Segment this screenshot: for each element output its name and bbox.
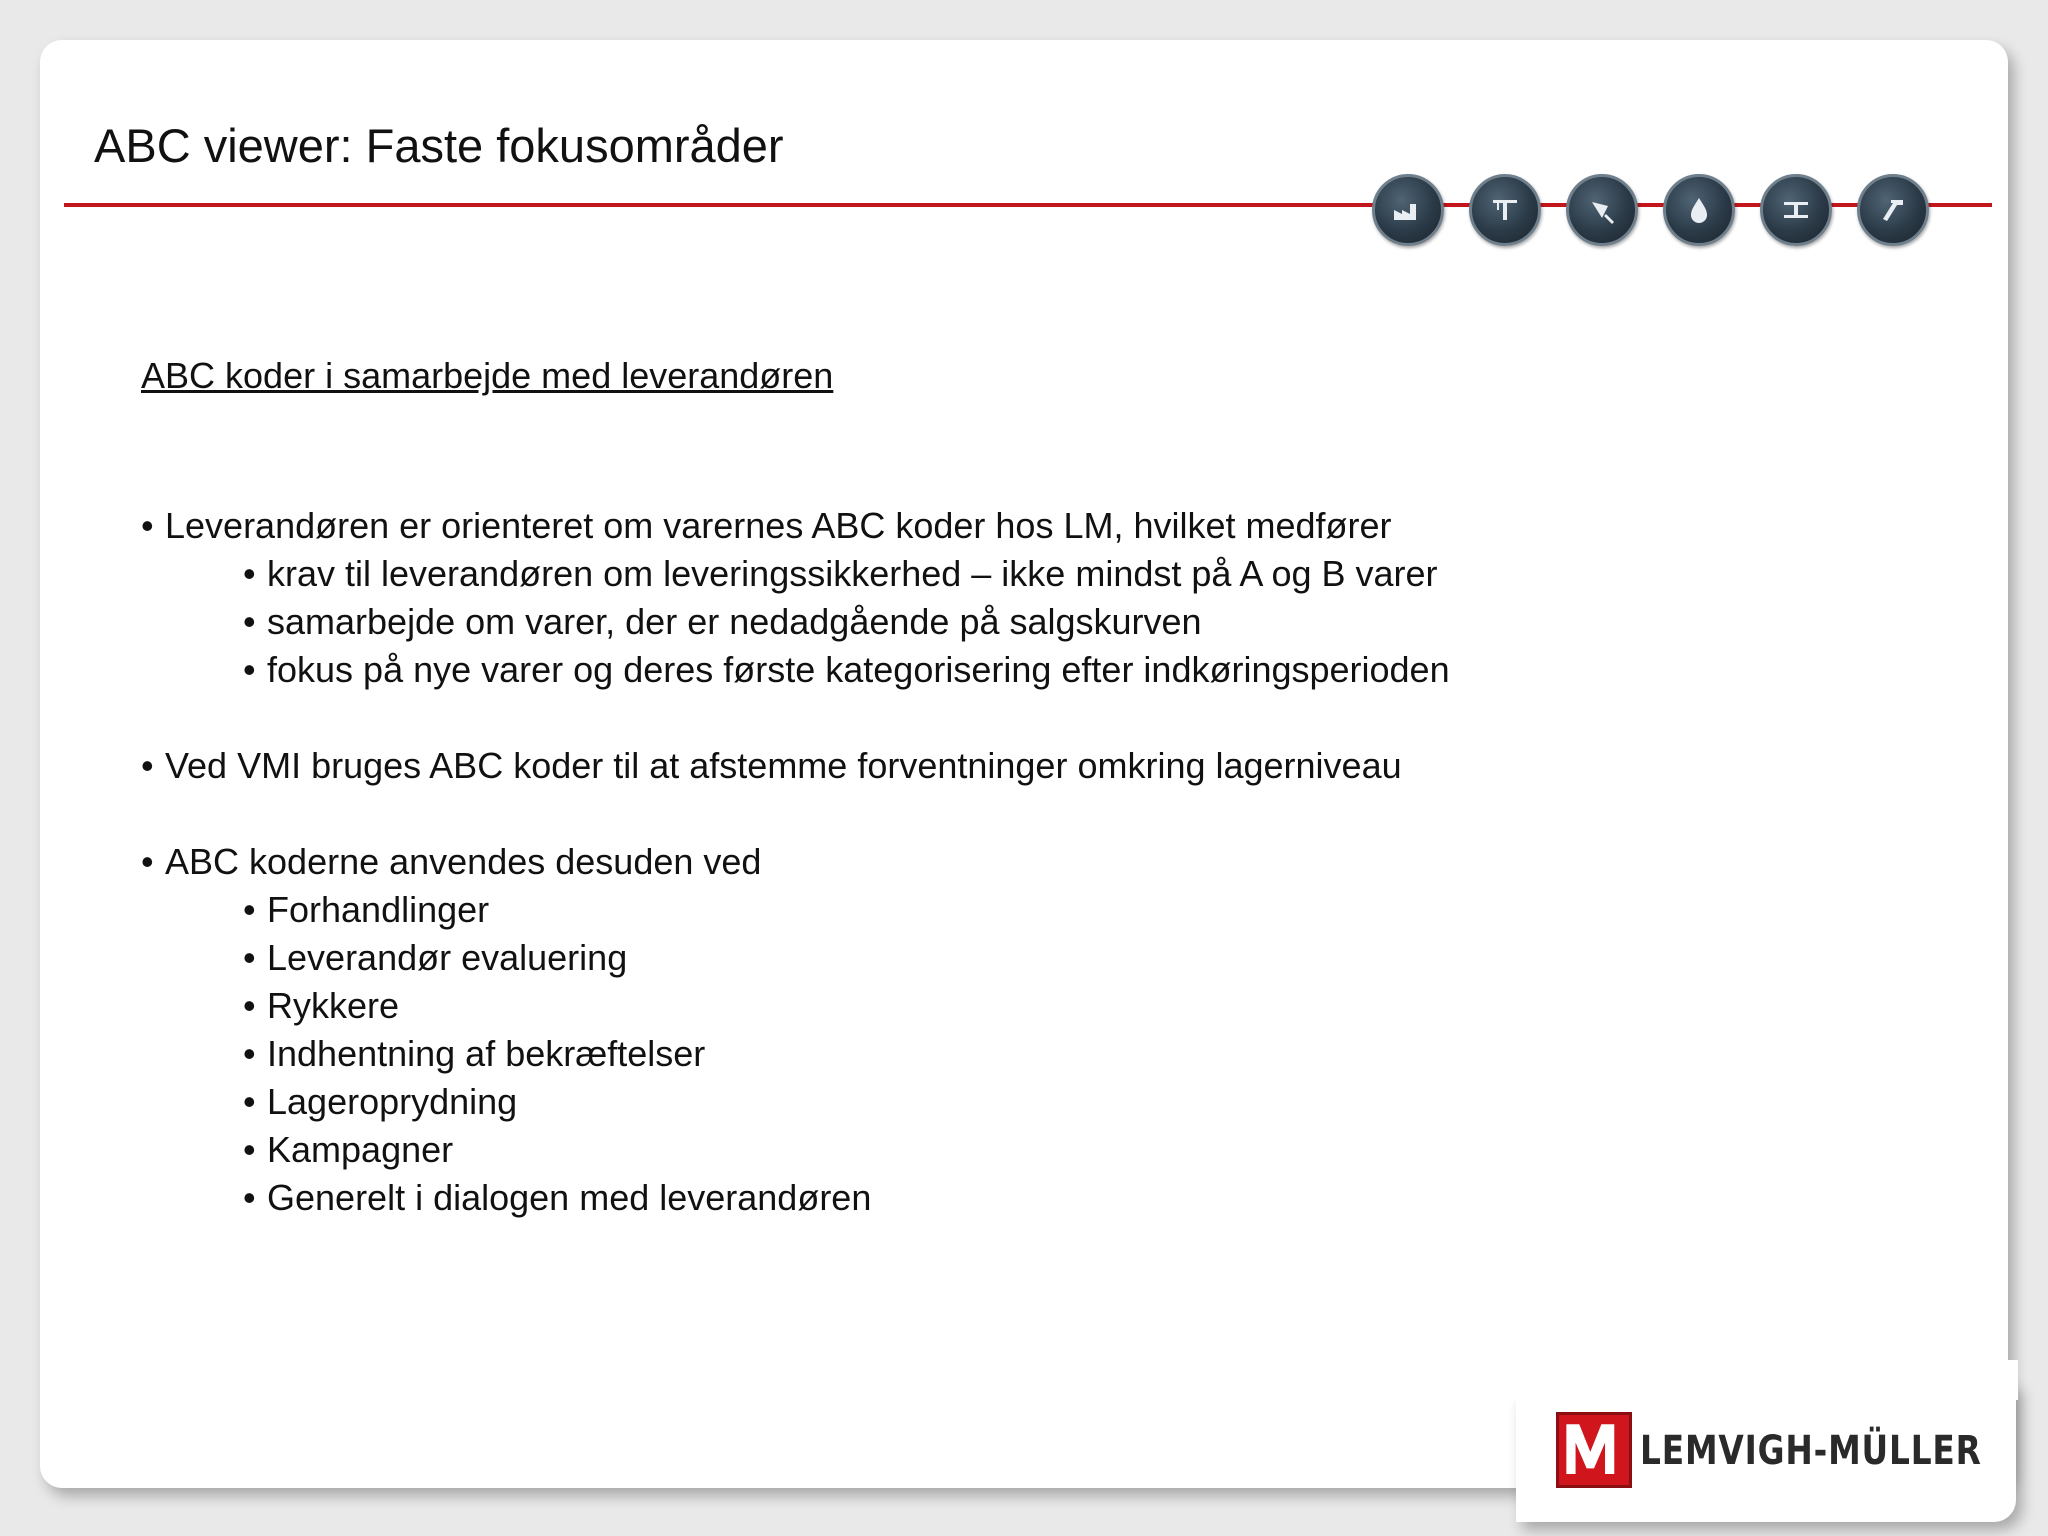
bullet-marker: • — [243, 985, 256, 1026]
slide-title: ABC viewer: Faste fokusområder — [94, 119, 784, 172]
sub-bullet-item: • Generelt i dialogen med leverandøren — [243, 1177, 872, 1218]
bullet-marker: • — [243, 937, 256, 978]
sub-bullet-item: • Rykkere — [243, 985, 400, 1026]
water-drop-icon — [1663, 174, 1735, 246]
bullet-marker: • — [243, 1081, 256, 1122]
bullet-marker: • — [243, 1033, 256, 1074]
header-icon-row — [1372, 170, 1932, 250]
bullet-item: • ABC koderne anvendes desuden ved — [141, 841, 762, 882]
bullet-marker: • — [141, 505, 154, 546]
bullet-item: • Leverandøren er orienteret om varernes ABC koder hos LM, hvilket medfører — [141, 505, 1392, 546]
sub-bullet-item: • samarbejde om varer, der er nedadgående på salgskurven — [243, 601, 1202, 642]
section-subheading: ABC koder i samarbejde med leverandøren — [141, 355, 834, 396]
bullet-item: • Ved VMI bruges ABC koder til at afstemme forventninger omkring lagerniveau — [141, 745, 1402, 786]
trowel-icon — [1566, 174, 1638, 246]
sub-bullet-item: • krav til leverandøren om leveringssikkerhed – ikke mindst på A og B varer — [243, 553, 1438, 594]
sub-bullet-item: • Lageroprydning — [243, 1081, 518, 1122]
sub-bullet-item: • Indhentning af bekræftelser — [243, 1033, 706, 1074]
steel-beam-icon — [1760, 174, 1832, 246]
sub-bullet-item: • Forhandlinger — [243, 889, 490, 930]
hammer-icon — [1857, 174, 1929, 246]
bullet-marker: • — [243, 1129, 256, 1170]
bullet-marker: • — [243, 1177, 256, 1218]
bullet-marker: • — [243, 553, 256, 594]
bullet-marker: • — [243, 601, 256, 642]
crane-icon — [1469, 174, 1541, 246]
logo-wordmark: LEMVIGH-MÜLLER — [1640, 1428, 1982, 1474]
sub-bullet-item: • Kampagner — [243, 1129, 454, 1170]
lm-logo-mark — [1556, 1412, 1632, 1488]
bullet-marker: • — [141, 841, 154, 882]
bullet-marker: • — [141, 745, 154, 786]
company-logo — [1556, 1412, 1986, 1492]
footer-tab-join — [1512, 1360, 2018, 1400]
factory-icon — [1372, 174, 1444, 246]
bullet-marker: • — [243, 889, 256, 930]
sub-bullet-item: • fokus på nye varer og deres første kategorisering efter indkøringsperioden — [243, 649, 1450, 690]
bullet-marker: • — [243, 649, 256, 690]
sub-bullet-item: • Leverandør evaluering — [243, 937, 628, 978]
